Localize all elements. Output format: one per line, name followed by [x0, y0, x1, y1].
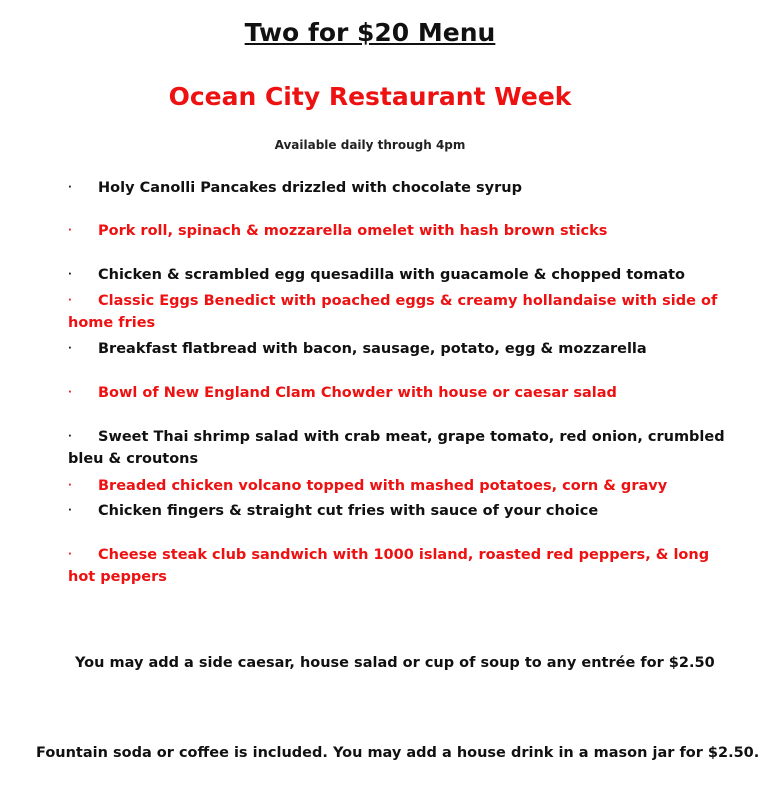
menu-item-text: Breaded chicken volcano topped with mashed potatoes, corn & gravy — [98, 478, 668, 494]
menu-item-text: Pork roll, spinach & mozzarella omelet with hash brown sticks — [98, 223, 608, 239]
menu-item — [68, 290, 728, 334]
bullet-icon: · — [68, 505, 72, 516]
bullet-icon: · — [68, 431, 72, 442]
menu-item — [68, 338, 728, 360]
bullet-icon: · — [68, 225, 72, 236]
bullet-icon: · — [68, 549, 72, 560]
menu-item-text: Sweet Thai shrimp salad with crab meat, grape tomato, red onion, crumbled bleu & croutons — [68, 429, 725, 467]
drink-note: Fountain soda or coffee is included. You may add a house drink in a mason jar for $2.50. — [36, 745, 760, 761]
bullet-icon: · — [68, 387, 72, 398]
menu-item-text: Breakfast flatbread with bacon, sausage, potato, egg & mozzarella — [98, 341, 647, 357]
menu-item-text: Classic Eggs Benedict with poached eggs & creamy hollandaise with side of home fries — [68, 293, 718, 331]
menu-item-text: Holy Canolli Pancakes drizzled with chocolate syrup — [98, 180, 522, 196]
bullet-icon: · — [68, 480, 72, 491]
menu-item-text: Bowl of New England Clam Chowder with house or caesar salad — [98, 385, 617, 401]
menu-item — [68, 475, 728, 497]
bullet-icon: · — [68, 269, 72, 280]
bullet-icon: · — [68, 182, 72, 193]
menu-item-text: Cheese steak club sandwich with 1000 island, roasted red peppers, & long hot peppers — [68, 547, 710, 585]
menu-item — [68, 382, 728, 404]
availability-note: Available daily through 4pm — [274, 138, 466, 152]
bullet-icon: · — [68, 295, 72, 306]
menu-item — [68, 544, 728, 588]
menu-item — [68, 177, 728, 199]
menu-item — [68, 264, 728, 286]
menu-item — [68, 426, 728, 470]
menu-subtitle: Ocean City Restaurant Week — [168, 82, 572, 111]
menu-title: Two for $20 Menu — [244, 18, 496, 47]
bullet-icon: · — [68, 343, 72, 354]
menu-item-text: Chicken fingers & straight cut fries with sauce of your choice — [98, 503, 599, 519]
menu-item-text: Chicken & scrambled egg quesadilla with guacamole & chopped tomato — [98, 267, 686, 283]
side-add-on-note: You may add a side caesar, house salad or cup of soup to any entrée for $2.50 — [75, 655, 715, 671]
menu-item — [68, 500, 728, 522]
menu-item — [68, 220, 728, 242]
